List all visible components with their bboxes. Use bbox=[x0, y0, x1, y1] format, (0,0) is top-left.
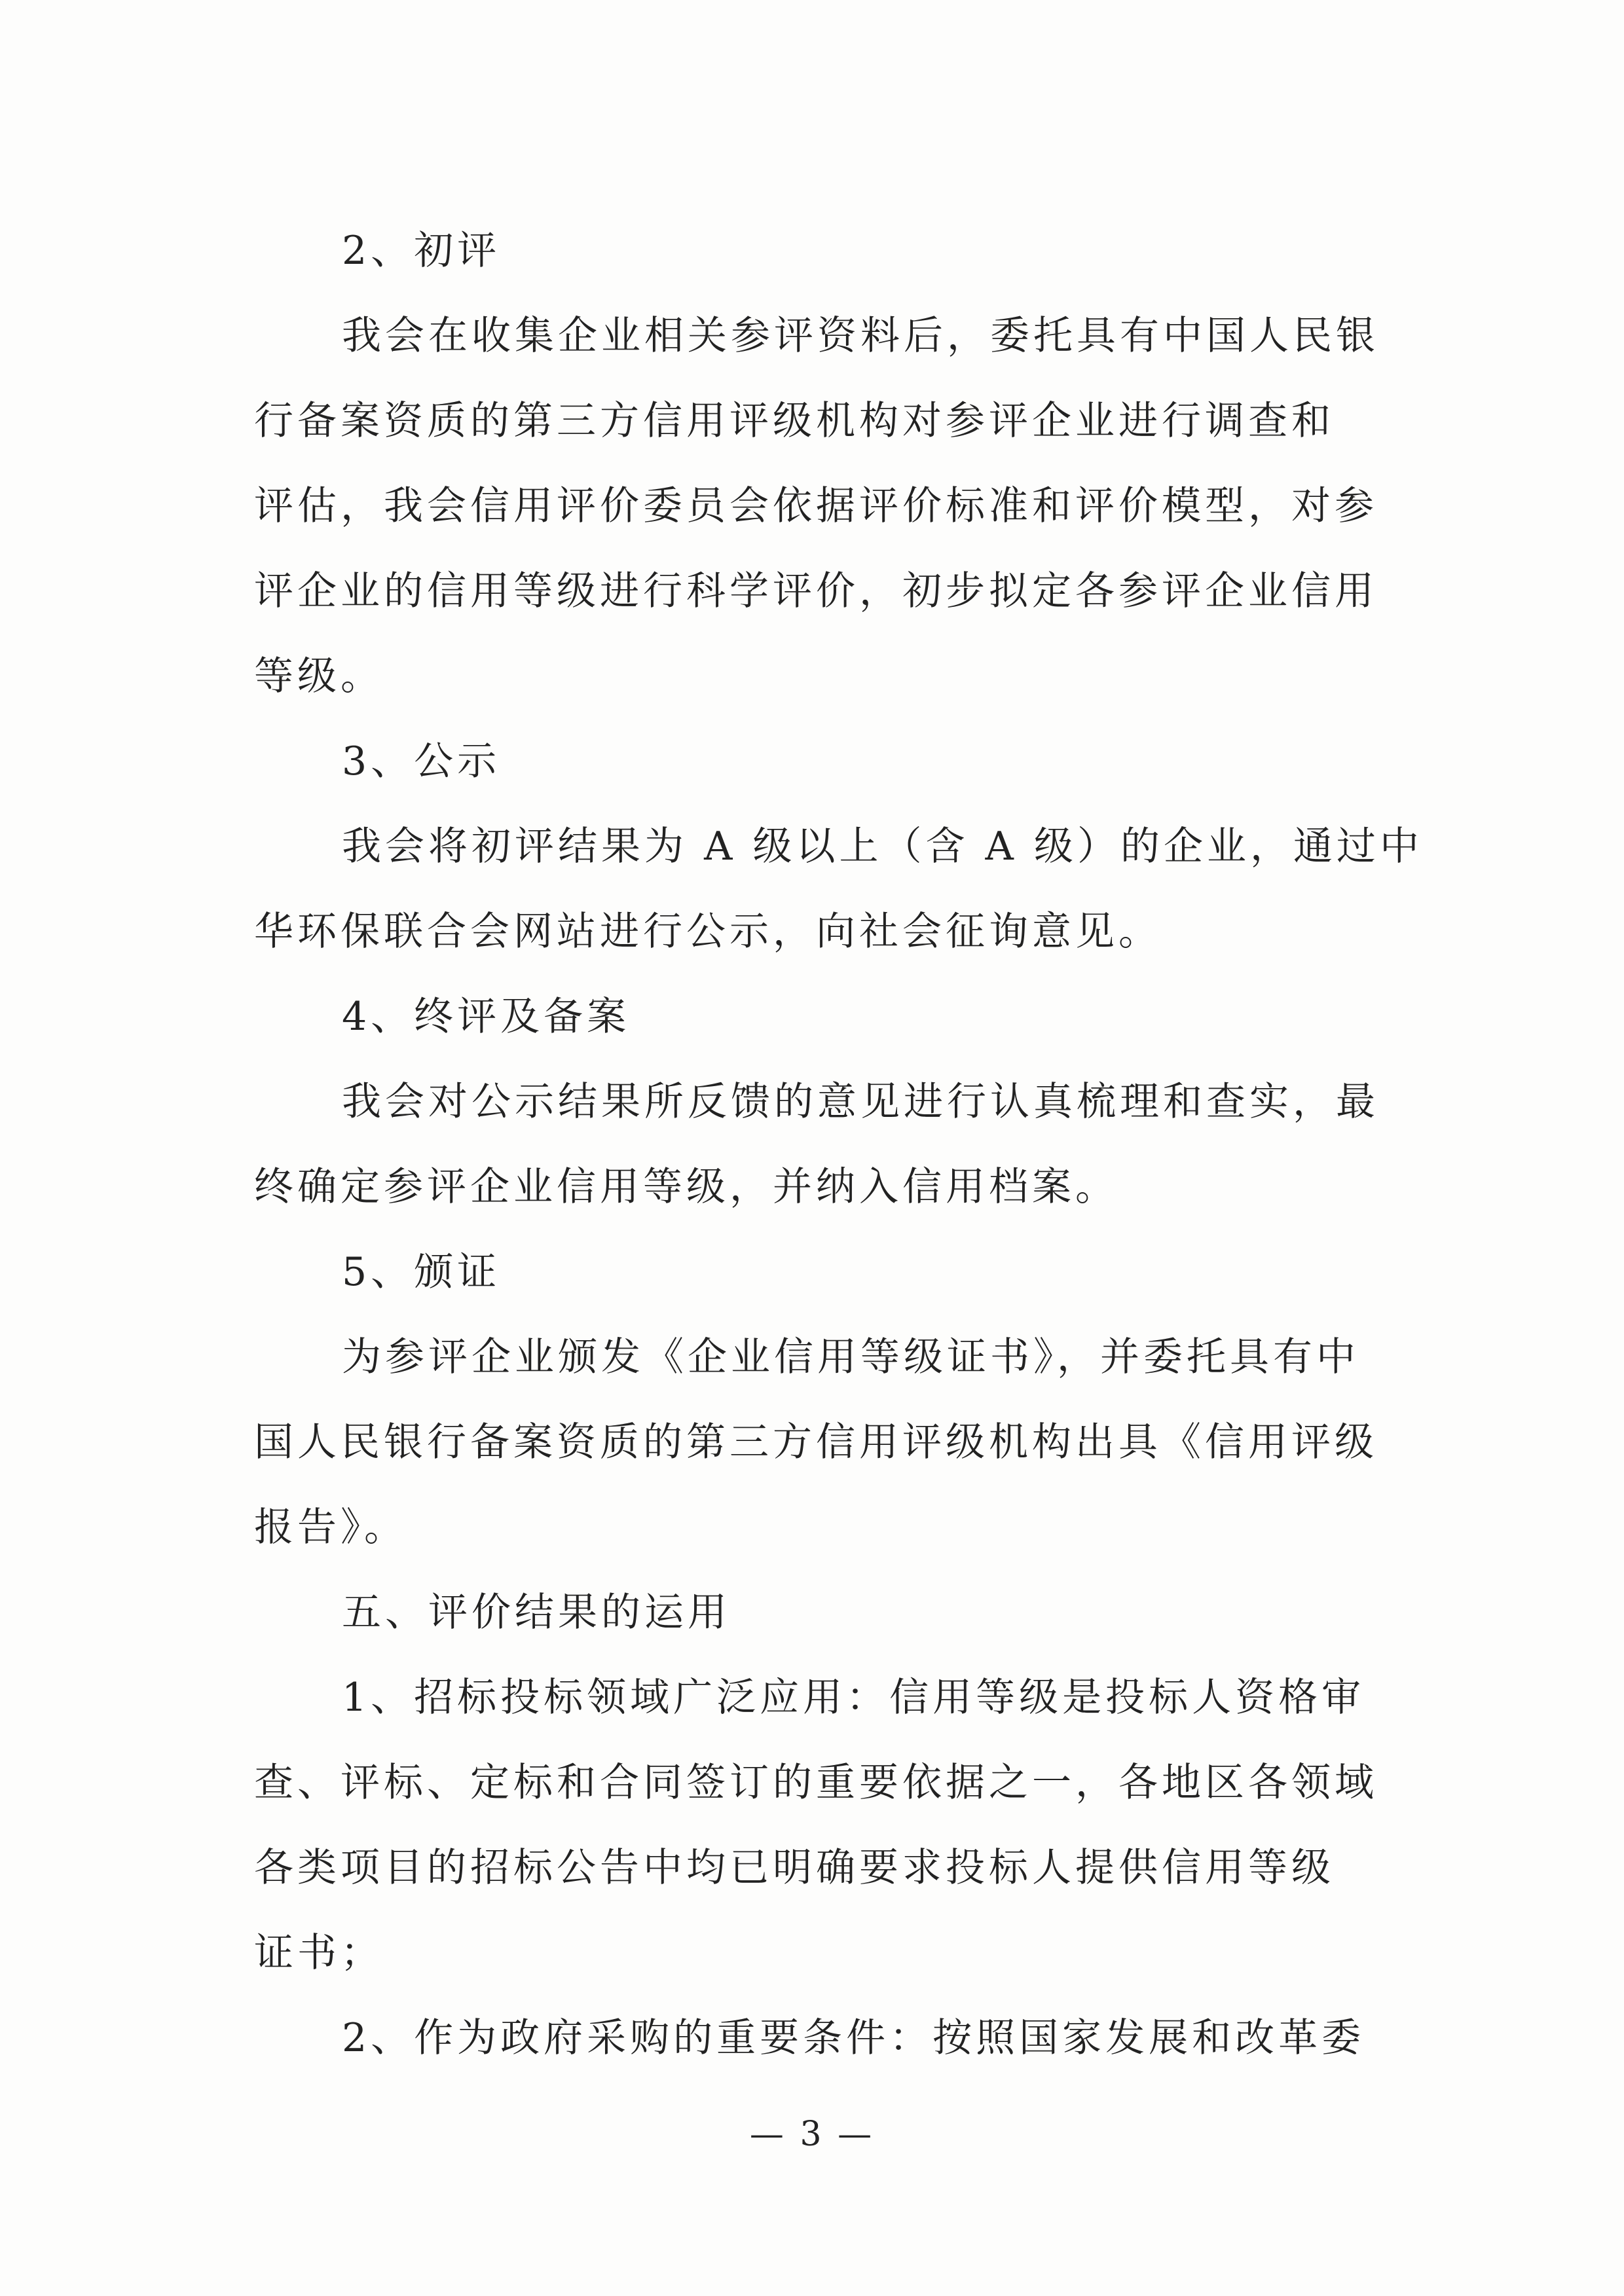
text-line: 4、终评及备案 bbox=[342, 994, 631, 1040]
text-line: 我会对公示结果所反馈的意见进行认真梳理和查实，最 bbox=[342, 1079, 1379, 1125]
text-line: 2、作为政府采购的重要条件：按照国家发展和改革委 bbox=[342, 2015, 1365, 2061]
text-line: 我会在收集企业相关参评资料后，委托具有中国人民银 bbox=[342, 313, 1379, 359]
text-line: 行备案资质的第三方信用评级机构对参评企业进行调查和 bbox=[254, 398, 1335, 444]
text-line: 查、评标、定标和合同签订的重要依据之一，各地区各领域 bbox=[254, 1760, 1378, 1806]
text-line: 3、公示 bbox=[342, 738, 501, 784]
document-body bbox=[254, 208, 1423, 2081]
text-line: 评企业的信用等级进行科学评价，初步拟定各参评企业信用 bbox=[254, 568, 1378, 614]
text-line: 报告》。 bbox=[254, 1504, 407, 1550]
page-number: — 3 — bbox=[749, 2115, 875, 2154]
text-line: 各类项目的招标公告中均已明确要求投标人提供信用等级 bbox=[254, 1845, 1335, 1891]
text-line: 1、招标投标领域广泛应用：信用等级是投标人资格审 bbox=[342, 1675, 1365, 1721]
text-line: 2、初评 bbox=[342, 228, 501, 274]
text-line: 为参评企业颁发《企业信用等级证书》，并委托具有中 bbox=[342, 1334, 1359, 1380]
text-line: 证书； bbox=[254, 1930, 384, 1976]
text-line: 五、评价结果的运用 bbox=[342, 1590, 731, 1635]
text-line: 国人民银行备案资质的第三方信用评级机构出具《信用评级 bbox=[254, 1419, 1378, 1465]
text-line: 我会将初评结果为 A 级以上（含 A 级）的企业，通过中 bbox=[342, 824, 1423, 869]
text-line: 等级。 bbox=[254, 653, 384, 699]
text-line: 华环保联合会网站进行公示，向社会征询意见。 bbox=[254, 909, 1162, 955]
text-line: 5、颁证 bbox=[342, 1249, 501, 1295]
text-line: 评估，我会信用评价委员会依据评价标准和评价模型，对参 bbox=[254, 483, 1378, 529]
text-line: 终确定参评企业信用等级，并纳入信用档案。 bbox=[254, 1164, 1118, 1210]
